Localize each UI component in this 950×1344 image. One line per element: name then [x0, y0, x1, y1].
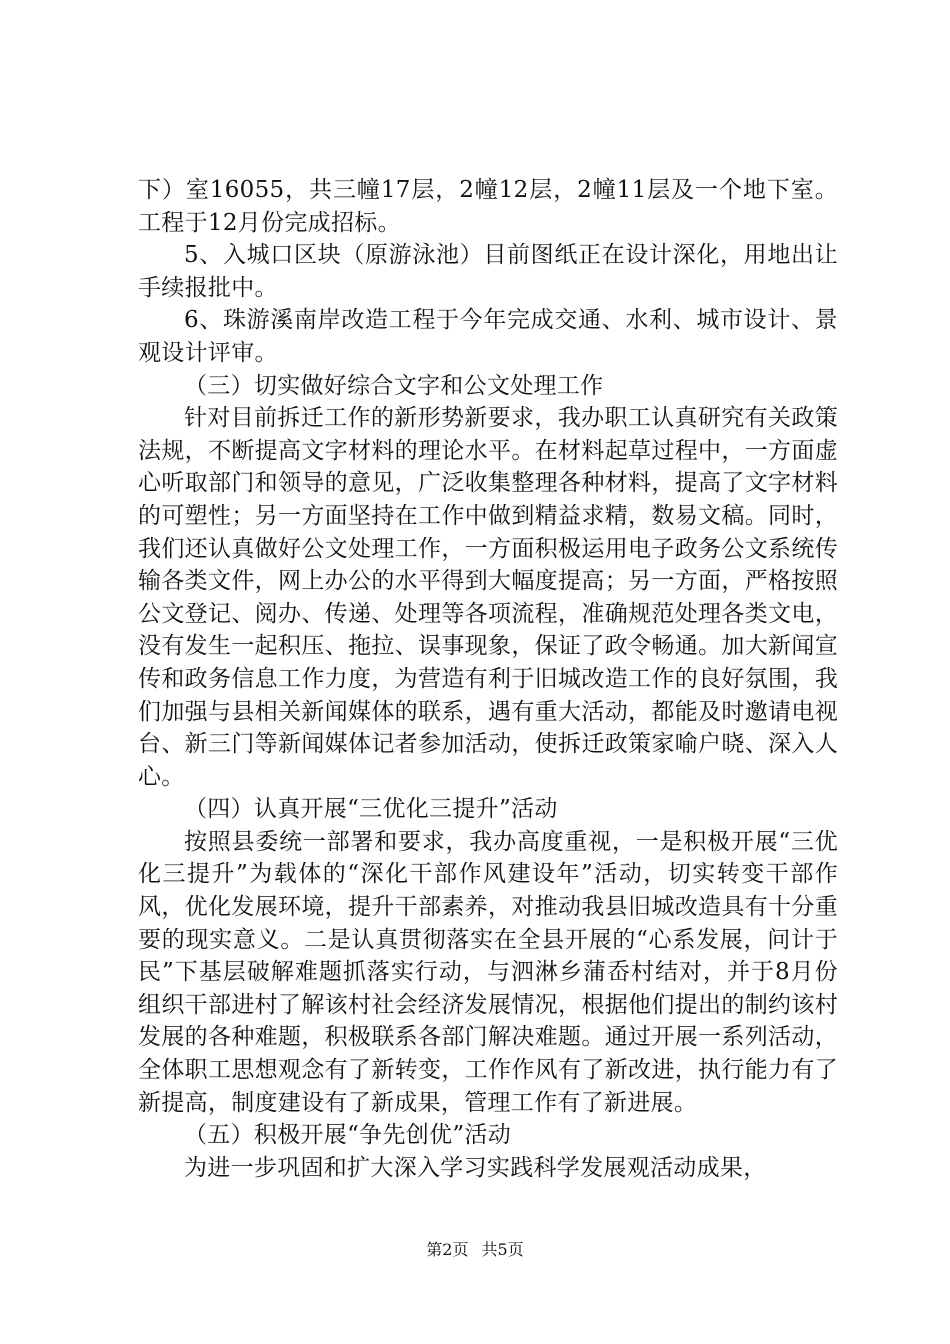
paragraph-3: 6、珠游溪南岸改造工程于今年完成交通、水利、城市设计、景观设计评审。	[138, 307, 838, 366]
paragraph-1: 下）室16055，共三幢17层，2幢12层，2幢11层及一个地下室。工程于12月份完成招标。	[138, 177, 838, 236]
paragraph-6: 为进一步巩固和扩大深入学习实践科学发展观活动成果，	[184, 1154, 767, 1181]
section-heading-3: （三）切实做好综合文字和公文处理工作	[184, 372, 604, 399]
paragraph-5: 按照县委统一部署和要求，我办高度重视，一是积极开展“三优化三提升”为载体的“深化干部作风建设年”活动，切实转变干部作风，优化发展环境，提升干部素养，对推动我县旧城改造具有十分重要的现实意义。二是认真贯彻落实在全县开展的“心系发展，问计于民”下基层破解难题抓落实行动，与泗淋乡蒲岙村结对，并于8月份组织干部进村了解该村社会经济发展情况，根据他们提出的制约该村发展的各种难题，积极联系各部门解决难题。通过开展一系列活动，全体职工思想观念有了新转变，工作作风有了新改进，执行能力有了新提高，制度建设有了新成果，管理工作有了新进展。	[138, 828, 838, 1116]
page-total: 共5页	[481, 1240, 524, 1259]
section-heading-4: （四）认真开展“三优化三提升”活动	[184, 796, 558, 823]
paragraph-2: 5、入城口区块（原游泳池）目前图纸正在设计深化，用地出让手续报批中。	[138, 242, 838, 301]
section-heading-5: （五）积极开展“争先创优”活动	[184, 1122, 512, 1149]
page-footer	[0, 1240, 950, 1260]
document-body	[138, 174, 838, 1184]
paragraph-4: 针对目前拆迁工作的新形势新要求，我办职工认真研究有关政策法规，不断提高文字材料的理论水平。在材料起草过程中，一方面虚心听取部门和领导的意见，广泛收集整理各种材料，提高了文字材料的可塑性；另一方面坚持在工作中做到精益求精，数易文稿。同时，我们还认真做好公文处理工作，一方面积极运用电子政务公文系统传输各类文件，网上办公的水平得到大幅度提高；另一方面，严格按照公文登记、阅办、传递、处理等各项流程，准确规范处理各类文电，没有发生一起积压、拖拉、误事现象，保证了政令畅通。加大新闻宣传和政务信息工作力度，为营造有利于旧城改造工作的良好氛围，我们加强与县相关新闻媒体的联系，遇有重大活动，都能及时邀请电视台、新三门等新闻媒体记者参加活动，使拆迁政策家喻户晓、深入人心。	[138, 405, 838, 790]
page-number: 第2页	[426, 1240, 469, 1259]
